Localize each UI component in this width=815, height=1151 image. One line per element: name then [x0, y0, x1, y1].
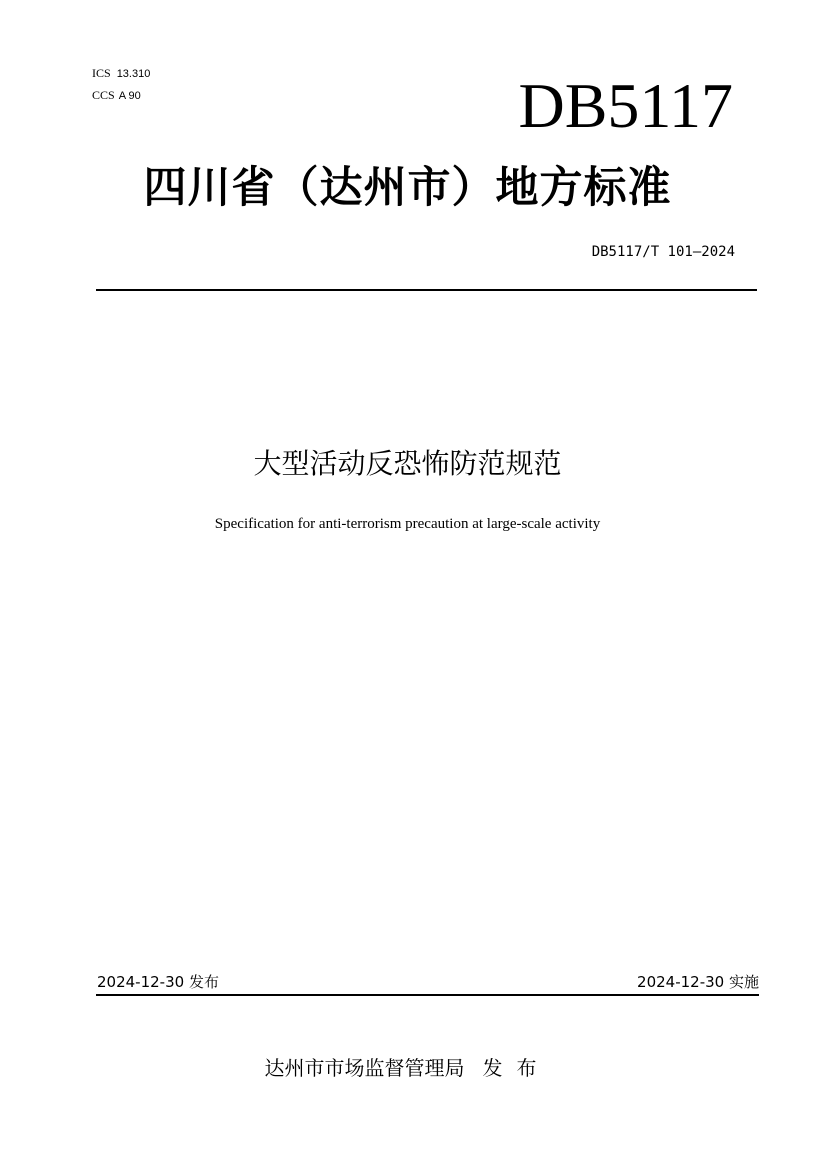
ics-value: 13.310: [116, 68, 151, 80]
issuer-action: 发布: [482, 1056, 551, 1080]
document-title: 大型活动反恐怖防范规范: [253, 447, 562, 480]
standard-number: DB5117/T 101—2024: [591, 244, 735, 260]
bottom-divider: [96, 994, 759, 996]
db-code-logo: DB5117: [518, 70, 733, 141]
ccs-value: A 90: [118, 90, 141, 102]
top-divider: [96, 289, 757, 291]
ccs-code: [92, 88, 141, 103]
standard-title: 四川省（达州市）地方标准: [143, 163, 672, 213]
issuer-name: 达州市市场监督管理局: [264, 1056, 465, 1080]
document-subtitle: Specification for anti-terrorism precaution at large-scale activity: [214, 516, 601, 532]
issue-date: 2024-12-30 发布: [97, 973, 219, 991]
issuer-line: [0, 1054, 815, 1082]
implementation-date: 2024-12-30 实施: [637, 973, 759, 991]
ccs-label: CCS: [92, 88, 115, 102]
ics-label: ICS: [92, 66, 111, 80]
ics-code: [92, 66, 150, 81]
